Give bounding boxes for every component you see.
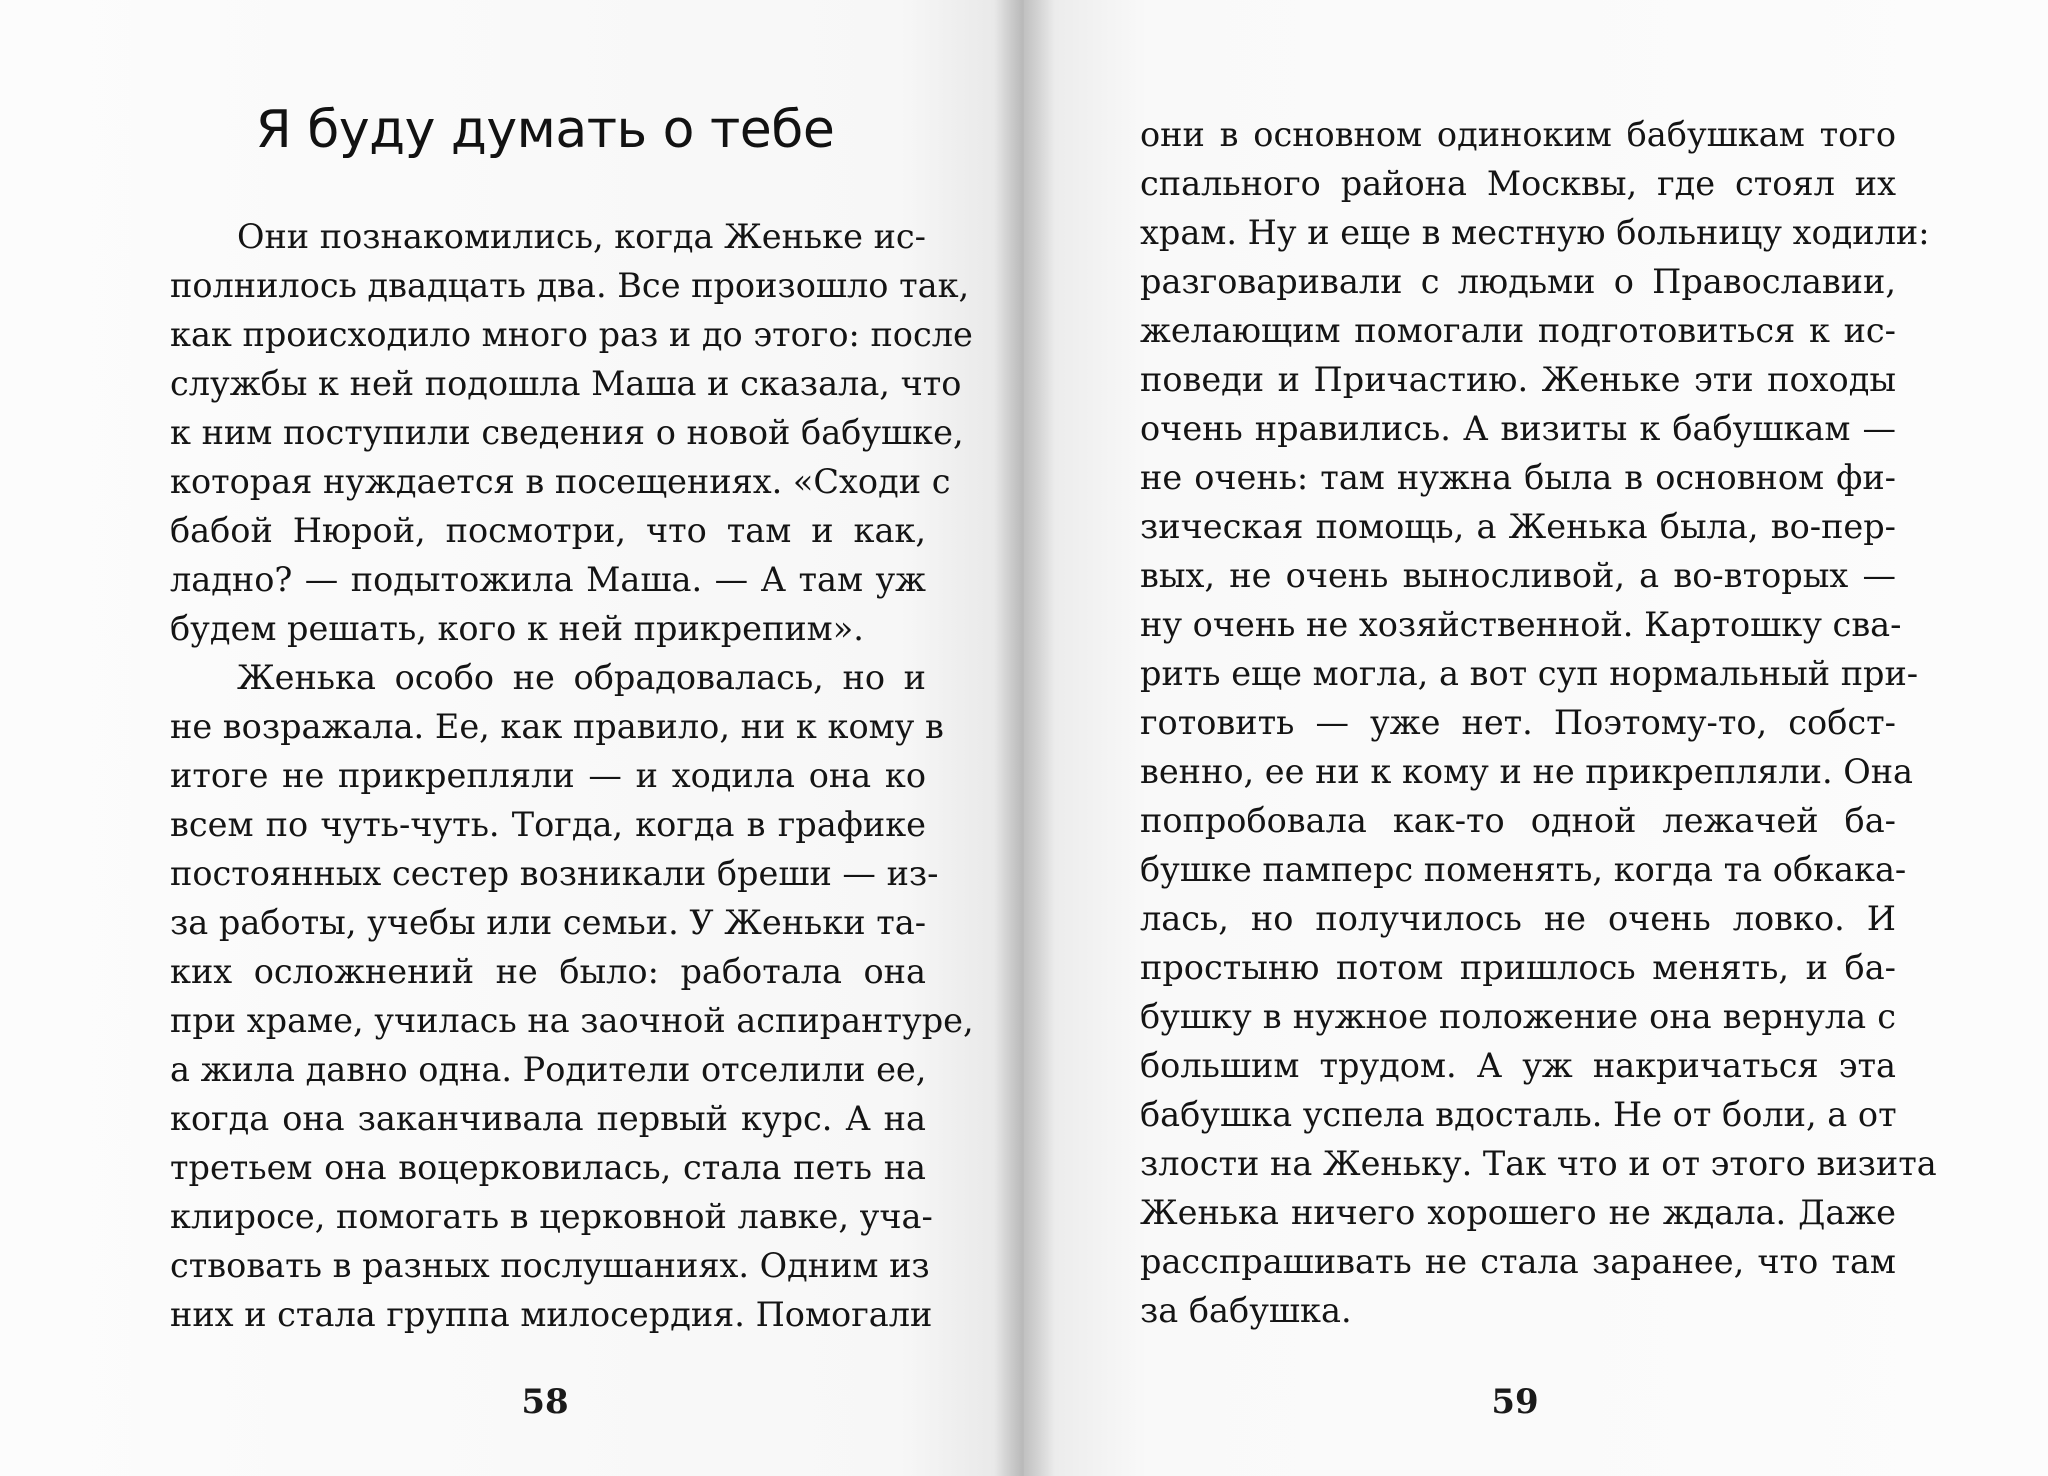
text-line: злости на Женьку. Так что и от этого визита: [1140, 1144, 1937, 1183]
text-line: большим трудом. А уж накричаться эта: [1140, 1046, 1896, 1085]
text-line: бабушка успела вдосталь. Не от боли, а от: [1140, 1095, 1897, 1134]
text-line: вых, не очень выносливой, а во-вторых —: [1140, 556, 1896, 595]
text-line: третьем она воцерковилась, стала петь на: [170, 1148, 926, 1187]
text-line: простыню потом пришлось менять, и ба-: [1140, 948, 1896, 987]
text-line: при храме, училась на заочной аспирантуре,: [170, 1001, 974, 1040]
right-page-body: [1140, 110, 1937, 1335]
text-line: как происходило много раз и до этого: после: [170, 315, 973, 354]
text-line: не очень: там нужна была в основном фи-: [1140, 458, 1896, 497]
text-line: за бабушка.: [1140, 1291, 1352, 1330]
text-line: не возражала. Ее, как правило, ни к кому в: [170, 707, 944, 746]
text-line: ну очень не хозяйственной. Картошку сва-: [1140, 605, 1902, 644]
text-line: венно, ее ни к кому и не прикрепляли. Она: [1140, 752, 1914, 791]
text-line: они в основном одиноким бабушкам того: [1140, 115, 1896, 154]
text-line: службы к ней подошла Маша и сказала, что: [170, 364, 962, 403]
book-gutter-shadow: [995, 0, 1055, 1476]
text-line: всем по чуть-чуть. Тогда, когда в графике: [170, 805, 926, 844]
page-number: 59: [1491, 1382, 1539, 1422]
text-line: полнилось двадцать два. Все произошло так,: [170, 266, 970, 305]
text-line: итоге не прикрепляли — и ходила она ко: [170, 756, 926, 795]
text-line: будем решать, кого к ней прикрепим».: [170, 609, 864, 648]
text-line: спального района Москвы, где стоял их: [1140, 164, 1896, 203]
page-number: 58: [521, 1382, 569, 1422]
text-line: разговаривали с людьми о Православии,: [1140, 262, 1896, 301]
text-line: готовить — уже нет. Поэтому-то, собст-: [1140, 703, 1896, 742]
text-line: желающим помогали подготовиться к ис-: [1140, 311, 1896, 350]
text-line: бабой Нюрой, посмотри, что там и как,: [170, 511, 926, 550]
text-line: постоянных сестер возникали бреши — из-: [170, 854, 939, 893]
text-line: за работы, учебы или семьи. У Женьки та-: [170, 903, 927, 942]
text-line: Они познакомились, когда Женьке ис-: [237, 217, 926, 256]
text-line: ствовать в разных послушаниях. Одним из: [170, 1246, 930, 1285]
text-line: к ним поступили сведения о новой бабушке,: [170, 413, 964, 452]
text-line: ких осложнений не было: работала она: [170, 952, 926, 991]
text-line: очень нравились. А визиты к бабушкам —: [1140, 409, 1896, 448]
text-line: Женька ничего хорошего не ждала. Даже: [1140, 1193, 1896, 1232]
text-line: Женька особо не обрадовалась, но и: [237, 658, 926, 697]
text-line: рить еще могла, а вот суп нормальный при-: [1140, 654, 1919, 693]
text-line: ладно? — подытожила Маша. — А там уж: [170, 560, 926, 599]
text-line: лась, но получилось не очень ловко. И: [1140, 899, 1896, 938]
text-line: бушку в нужное положение она вернула с: [1140, 997, 1896, 1036]
text-line: клиросе, помогать в церковной лавке, уча-: [170, 1197, 933, 1236]
text-line: которая нуждается в посещениях. «Сходи с: [170, 462, 951, 501]
text-line: поведи и Причастию. Женьке эти походы: [1140, 360, 1896, 399]
text-line: когда она заканчивала первый курс. А на: [170, 1099, 926, 1138]
text-line: расспрашивать не стала заранее, что там: [1140, 1242, 1896, 1281]
text-line: бушке памперс поменять, когда та обкака-: [1140, 850, 1907, 889]
chapter-heading: Я буду думать о тебе: [255, 100, 835, 160]
text-line: них и стала группа милосердия. Помогали: [170, 1295, 933, 1334]
text-line: храм. Ну и еще в местную больницу ходили:: [1140, 213, 1930, 252]
left-page-body: [170, 212, 974, 1339]
right-page: [1024, 0, 2048, 1476]
text-line: попробовала как-то одной лежачей ба-: [1140, 801, 1896, 840]
text-line: а жила давно одна. Родители отселили ее,: [170, 1050, 927, 1089]
text-line: зическая помощь, а Женька была, во-пер-: [1140, 507, 1896, 546]
